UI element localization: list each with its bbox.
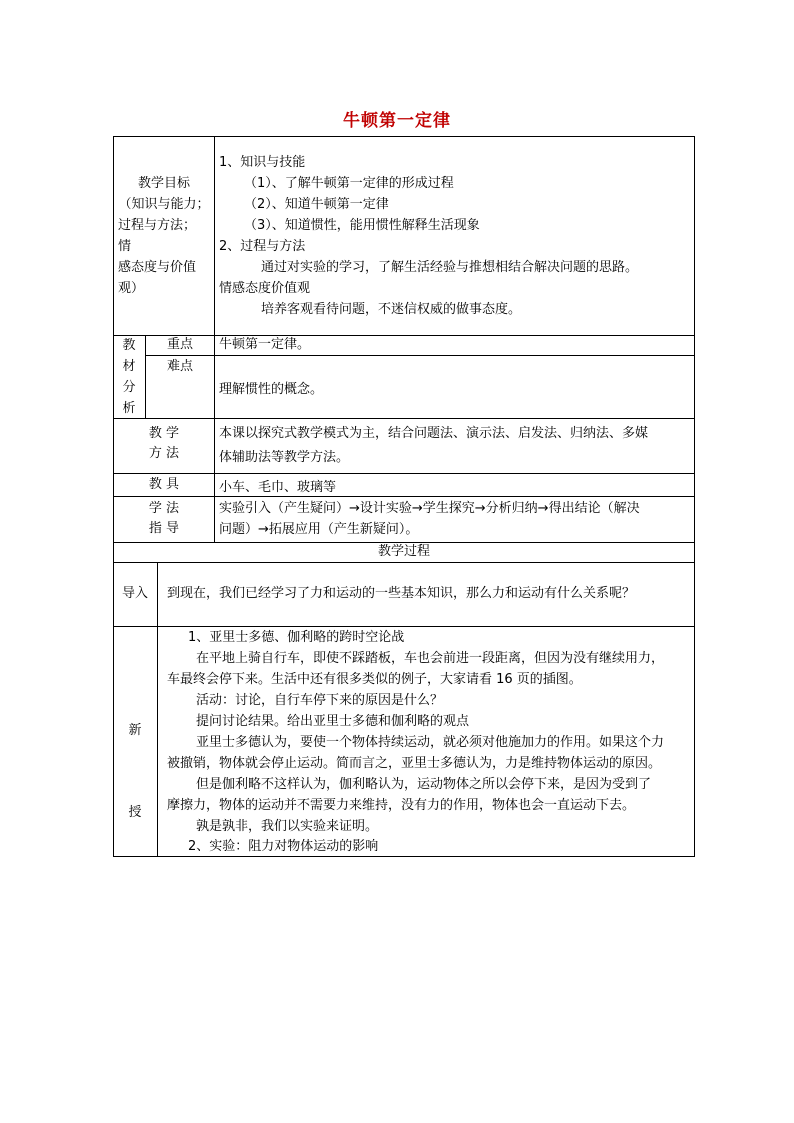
new-lesson-label-char: 新 — [128, 723, 142, 738]
objectives-label-line: 感态度与价值 — [118, 260, 197, 275]
new-lesson-line: 提问讨论结果。给出亚里士多德和伽利略的观点 — [196, 714, 470, 729]
method-line: 体辅助法等教学方法。 — [219, 450, 350, 465]
material-label-char: 教 — [122, 338, 136, 353]
objectives-line: （1）、了解牛顿第一定律的形成过程 — [244, 176, 454, 191]
study-line: 实验引入（产生疑问）→设计实验→学生探究→分析归纳→得出结论（解决 — [219, 501, 640, 516]
objectives-label-line: 情 — [118, 239, 132, 254]
material-label-char: 析 — [122, 401, 136, 416]
method-label-line: 教 学 — [148, 426, 180, 441]
objectives-line: 培养客观看待问题，不迷信权威的做事态度。 — [261, 302, 522, 317]
objectives-label-line: 教学目标 — [137, 176, 190, 191]
key-point-text: 牛顿第一定律。 — [219, 337, 311, 352]
page-title: 牛顿第一定律 — [343, 111, 451, 131]
process-header: 教学过程 — [377, 544, 430, 559]
difficulty-label: 难点 — [166, 359, 193, 374]
method-line: 本课以探究式教学模式为主，结合问题法、演示法、启发法、归纳法、多媒 — [219, 426, 649, 441]
material-label-char: 材 — [122, 359, 136, 374]
new-lesson-line: 被撤销，物体就会停止运动。简而言之，亚里士多德认为，力是维持物体运动的原因。 — [167, 756, 662, 771]
new-lesson-label-char: 授 — [128, 805, 142, 820]
difficulty-text: 理解惯性的概念。 — [219, 382, 324, 397]
new-lesson-line: 活动：讨论，自行车停下来的原因是什么？ — [196, 693, 444, 708]
objectives-label-line: 过程与方法； — [118, 218, 197, 233]
column-divider — [214, 136, 215, 542]
method-label-line: 方 法 — [148, 446, 180, 461]
row-divider — [113, 626, 695, 627]
row-divider — [113, 418, 695, 419]
objectives-line: （2）、知道牛顿第一定律 — [244, 197, 389, 212]
tools-content: 小车、毛巾、玻璃等 — [219, 480, 337, 495]
study-label-line: 指 导 — [148, 521, 180, 536]
key-point-label: 重点 — [166, 337, 193, 352]
objectives-line: 1、知识与技能 — [219, 155, 306, 170]
intro-content: 到现在，我们已经学习了力和运动的一些基本知识，那么力和运动有什么关系呢？ — [167, 586, 636, 601]
objectives-line: 情感态度价值观 — [219, 281, 311, 296]
row-divider — [113, 496, 695, 497]
study-line: 问题）→拓展应用（产生新疑问）。 — [219, 522, 419, 537]
study-label-line: 学 法 — [148, 501, 180, 516]
new-lesson-line: 2、实验：阻力对物体运动的影响 — [188, 839, 379, 854]
new-lesson-line: 1、亚里士多德、伽利略的跨时空论战 — [188, 630, 405, 645]
objectives-line: （3）、知道惯性，能用惯性解释生活现象 — [244, 218, 480, 233]
new-lesson-line: 但是伽利略不这样认为，伽利略认为，运动物体之所以会停下来，是因为受到了 — [196, 777, 652, 792]
new-lesson-line: 在平地上骑自行车，即使不踩踏板，车也会前进一段距离，但因为没有继续用力， — [196, 651, 665, 666]
objectives-label-line: 观） — [118, 281, 145, 296]
row-divider — [145, 355, 695, 356]
objectives-line: 2、过程与方法 — [219, 239, 306, 254]
objectives-label-line: （知识与能力； — [118, 197, 210, 212]
material-label-char: 分 — [122, 380, 136, 395]
tools-label: 教 具 — [148, 477, 180, 492]
intro-label: 导入 — [121, 586, 148, 601]
new-lesson-line: 孰是孰非，我们以实验来证明。 — [196, 819, 379, 834]
objectives-line: 通过对实验的学习，了解生活经验与推想相结合解决问题的思路。 — [261, 260, 639, 275]
new-lesson-line: 摩擦力，物体的运动并不需要力来维持，没有力的作用，物体也会一直运动下去。 — [167, 798, 636, 813]
row-divider — [113, 473, 695, 474]
column-divider — [157, 562, 158, 857]
new-lesson-line: 车最终会停下来。生活中还有很多类似的例子，大家请看 16 页的插图。 — [167, 672, 582, 687]
row-divider — [113, 562, 695, 563]
new-lesson-line: 亚里士多德认为，要使一个物体持续运动，就必须对他施加力的作用。如果这个力 — [196, 735, 665, 750]
